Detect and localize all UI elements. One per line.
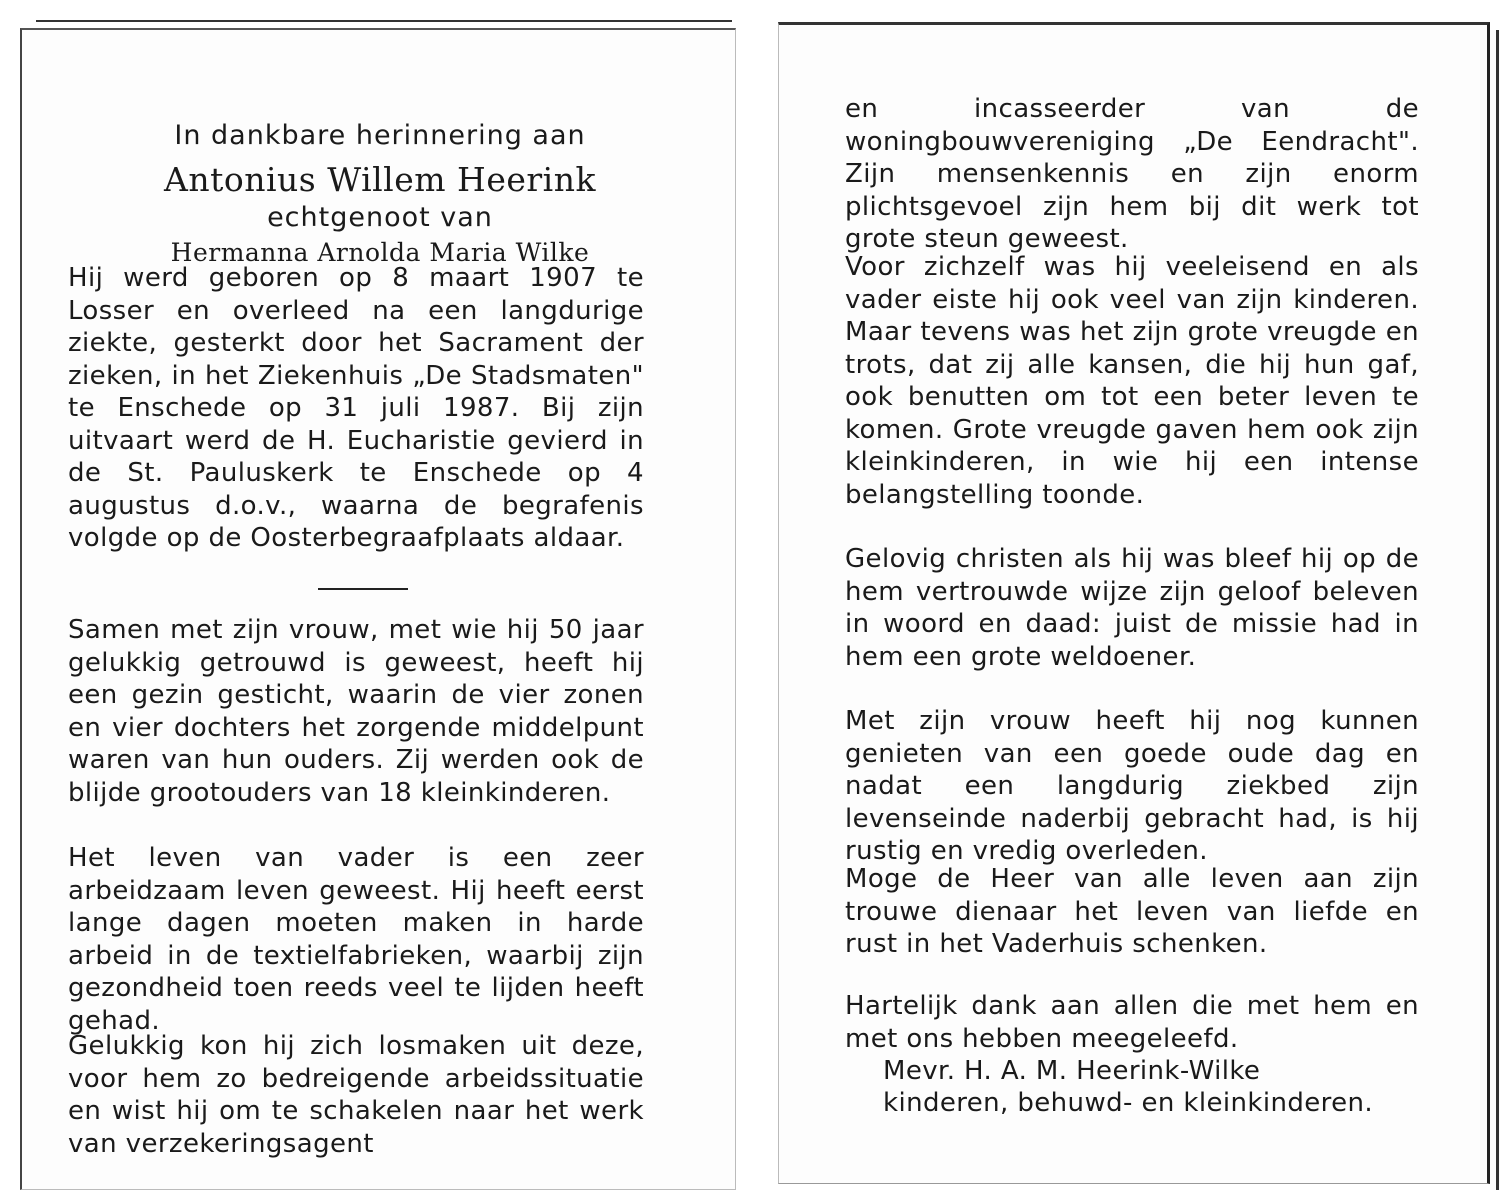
- work-paragraph: Het leven van vader is een zeer arbeidzaam leven geweest. Hij heeft eerst lange dagen moeten maken in harde arbeid in de textielfabrieken, waarbij zijn gezondheid toen reeds veel te lijden heeft gehad.: [68, 843, 644, 1036]
- card-edge-top: [36, 20, 732, 22]
- children-paragraph: Voor zichzelf was hij veeleisend en als vader eiste hij ook veel van zijn kinderen. Maar tevens was het zijn grote vreugde en trots, dat zij alle kansen, die hij hun gaf, ook benutten om tot een beter leven te komen. Grote vreugde gaven hem ook zijn kleinkinderen, in wie hij een intense belangstelling toonde.: [845, 252, 1419, 510]
- family-paragraph: Samen met zijn vrouw, met wie hij 50 jaar gelukkig getrouwd is geweest, heeft hij een gezin gesticht, waarin de vier zonen en vier dochters het zorgende middelpunt waren van hun ouders. Zij werden ook de blijde grootouders van 18 kleinkinderen.: [68, 615, 644, 808]
- signature-family: kinderen, behuwd- en kleinkinderen.: [883, 1088, 1374, 1118]
- spouse-name: Hermanna Arnolda Maria Wilke: [170, 238, 590, 267]
- continuation-paragraph: en incasseerder van de woningbouwvereniging „De Eendracht". Zijn mensenkennis en zijn enorm plichtsgevoel zijn hem bij dit werk tot grote steun geweest.: [845, 94, 1419, 254]
- faith-paragraph: Gelovig christen als hij was bleef hij op de hem vertrouwde wijze zijn geloof beleven in woord en daad: juist de missie had in hem een grote weldoener.: [845, 544, 1419, 672]
- card-edge-right: [1496, 30, 1499, 1190]
- right-page: [778, 22, 1490, 1184]
- thanks-paragraph: Hartelijk dank aan allen die met hem en met ons hebben meegeleefd.: [845, 991, 1419, 1054]
- intro-text: In dankbare herinnering aan: [174, 120, 586, 151]
- old-age-paragraph: Met zijn vrouw heeft hij nog kunnen genieten van een goede oude dag en nadat een langdurig ziekbed zijn levenseinde naderbij gebracht had, is hij rustig en vredig overleden.: [845, 706, 1419, 866]
- career-change-paragraph: Gelukkig kon hij zich losmaken uit deze, voor hem zo bedreigende arbeidssituatie en wist hij om te schakelen naar het werk van verzekeringsagent: [68, 1031, 644, 1159]
- deceased-name: Antonius Willem Heerink: [164, 160, 596, 199]
- signature-widow: Mevr. H. A. M. Heerink-Wilke: [883, 1056, 1261, 1086]
- prayer-paragraph: Moge de Heer van alle leven aan zijn trouwe dienaar het leven van liefde en rust in het Vaderhuis schenken.: [845, 864, 1419, 959]
- section-divider: [318, 588, 408, 590]
- spouse-label: echtgenoot van: [267, 202, 493, 233]
- left-page: [20, 28, 736, 1190]
- birth-death-paragraph: Hij werd geboren op 8 maart 1907 te Losser en overleed na een langdurige ziekte, gesterkt door het Sacrament der zieken, in het Ziekenhuis „De Stadsmaten" te Enschede op 31 juli 1987. Bij zijn uitvaart werd de H. Eucharistie gevierd in de St. Pauluskerk te Enschede op 4 augustus d.o.v., waarna de begrafenis volgde op de Oosterbegraafplaats aldaar.: [68, 263, 644, 553]
